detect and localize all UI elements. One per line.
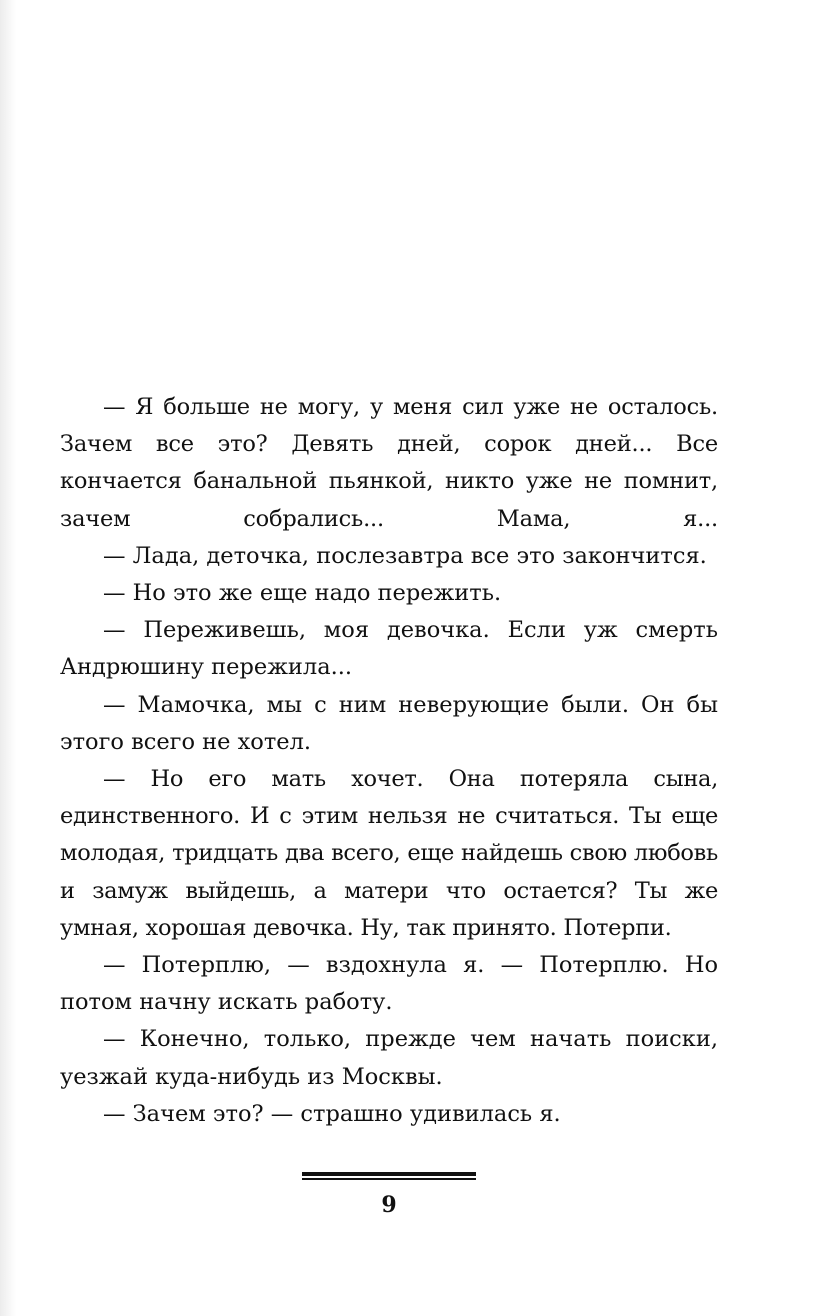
paragraph-9: — Зачем это? — страшно удивилась я. bbox=[103, 1100, 561, 1127]
paragraph-1: — Я больше не могу, у меня сил уже не осталось. Зачем все это? Девять дней, сорок дней... Все кончается банальной пьянкой, никто уже не помнит, зачем собрались... Мама, я... bbox=[60, 394, 718, 532]
paragraph-3: — Но это же еще надо пережить. bbox=[103, 580, 502, 607]
paragraph-7: — Потерплю, — вздохнула я. — Потерплю. Но потом начну искать работу. bbox=[60, 952, 718, 1016]
footer-double-rule bbox=[302, 1172, 476, 1179]
paragraph-6: — Но его мать хочет. Она потеряла сына, единственного. И с этим нельзя не считаться. Ты еще молодая, тридцать два всего, еще найдешь свою любовь и замуж выйдешь, а матери что остается? Ты же умная, хорошая девочка. Ну, так принято. Потерпи. bbox=[60, 766, 718, 941]
page-number: 9 bbox=[381, 1192, 397, 1218]
footer-rule-thin bbox=[302, 1178, 476, 1180]
page-edge-shadow bbox=[0, 0, 16, 1316]
footer-rule-thick bbox=[302, 1172, 476, 1176]
paragraph-4: — Переживешь, моя девочка. Если уж смерть Андрюшину пережила... bbox=[60, 617, 718, 681]
paragraph-8: — Конечно, только, прежде чем начать поиски, уезжай куда-нибудь из Москвы. bbox=[60, 1026, 718, 1090]
body-text bbox=[60, 389, 718, 1133]
paragraph-5: — Мамочка, мы с ним неверующие были. Он бы этого всего не хотел. bbox=[60, 691, 718, 755]
paragraph-2: — Лада, деточка, послезавтра все это закончится. bbox=[103, 542, 707, 569]
